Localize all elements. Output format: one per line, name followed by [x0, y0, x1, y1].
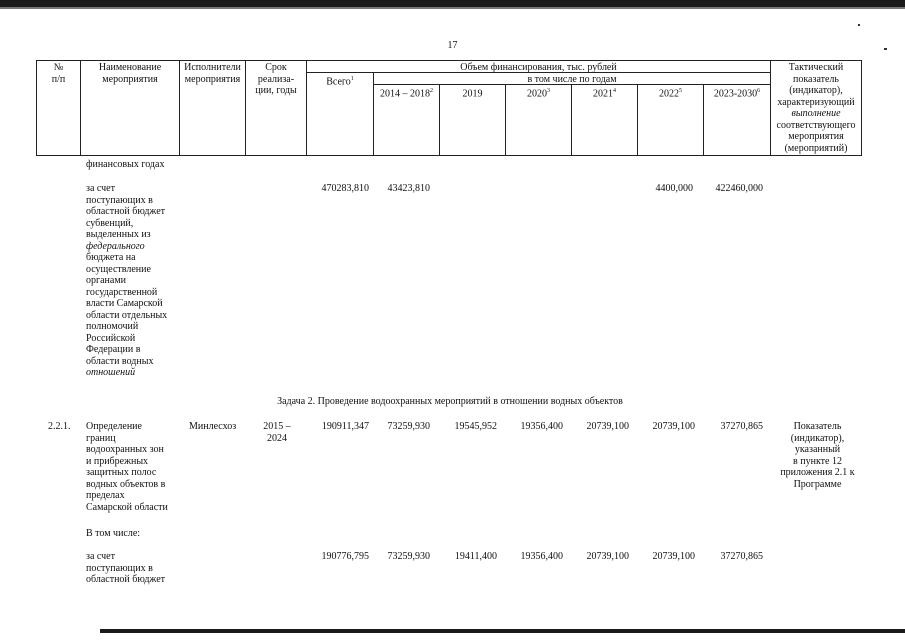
cell-2020: 19356,400: [520, 421, 563, 432]
header-no: № п/п: [36, 60, 81, 156]
header-executors: Исполнители мероприятия: [179, 60, 246, 156]
cell-2021: 20739,100: [586, 551, 629, 562]
cell-total: 190776,795: [321, 551, 369, 562]
header-year-2021: 2021$^4$: [571, 84, 638, 156]
cell-2014-2018: 73259,930: [387, 421, 430, 432]
header-indicator-part1: Тактический показатель (индикатор), характеризующий: [777, 62, 855, 108]
cell-2019: 19411,400: [454, 551, 497, 562]
cell-2022: 20739,100: [652, 421, 695, 432]
cell-total: 470283,810: [321, 183, 369, 194]
header-year-2023-2030: 2023-2030$^6$: [703, 84, 771, 156]
cell-2023-2030: 37270,865: [720, 421, 763, 432]
row-number: 2.2.1.: [48, 421, 71, 432]
row-label: за счет поступающих в областной бюджет: [86, 551, 166, 585]
row-indicator: Показатель (индикатор), указанный в пункте 12 приложения 2.1 к Программе: [780, 421, 855, 490]
row-label: за счет поступающих в областной бюджет субвенций, выделенных из федерального бюджета на осуществление органами государственной власти Самарской области отдельных полномочий Российской Федерации в области водных отношений: [86, 183, 168, 378]
carry-over-text: финансовых годах: [86, 159, 165, 170]
page-number: 17: [447, 40, 458, 51]
header-name: Наименование мероприятия: [80, 60, 180, 156]
cell-2022: 20739,100: [652, 551, 695, 562]
row-executor: Минлесхоз: [189, 421, 237, 432]
header-indicator-part3: соответствующего мероприятия (мероприятий): [776, 119, 856, 154]
cell-2021: 20739,100: [586, 421, 629, 432]
header-term: Срок реализа- ции, годы: [245, 60, 307, 156]
cell-2023-2030: 422460,000: [715, 183, 763, 194]
header-indicator: [770, 60, 862, 156]
header-indicator-part2: выполнение: [791, 108, 841, 119]
cell-2023-2030: 37270,865: [720, 551, 763, 562]
cell-2014-2018: 73259,930: [387, 551, 430, 562]
task-heading: Задача 2. Проведение водоохранных мероприятий в отношении водных объектов: [277, 396, 623, 407]
scan-edge-top-shadow: [0, 7, 905, 9]
cell-2020: 19356,400: [520, 551, 563, 562]
header-year-2014-2018: 2014 – 2018$^2$: [373, 84, 440, 156]
header-by-years: в том числе по годам: [373, 72, 771, 85]
including-label: В том числе:: [86, 528, 141, 539]
scan-edge-top: [0, 0, 905, 7]
row-name: Определение границ водоохранных зон и прибрежных защитных полос водных объектов в пределах Самарской области: [86, 421, 168, 513]
header-total: Всего$^1$: [306, 72, 374, 156]
row-term: 2015 – 2024: [263, 421, 291, 444]
header-year-2020: 2020$^3$: [505, 84, 572, 156]
header-year-2019: 2019: [439, 84, 506, 156]
cell-2022: 4400,000: [655, 183, 693, 194]
scan-speck: [858, 24, 860, 26]
cell-total: 190911,347: [321, 421, 369, 432]
header-year-2022: 2022$^5$: [637, 84, 704, 156]
header-funding: Объем финансирования, тыс. рублей: [306, 60, 771, 73]
cell-2014-2018: 43423,810: [387, 183, 430, 194]
cell-2019: 19545,952: [454, 421, 497, 432]
scan-edge-bottom: [100, 629, 905, 633]
